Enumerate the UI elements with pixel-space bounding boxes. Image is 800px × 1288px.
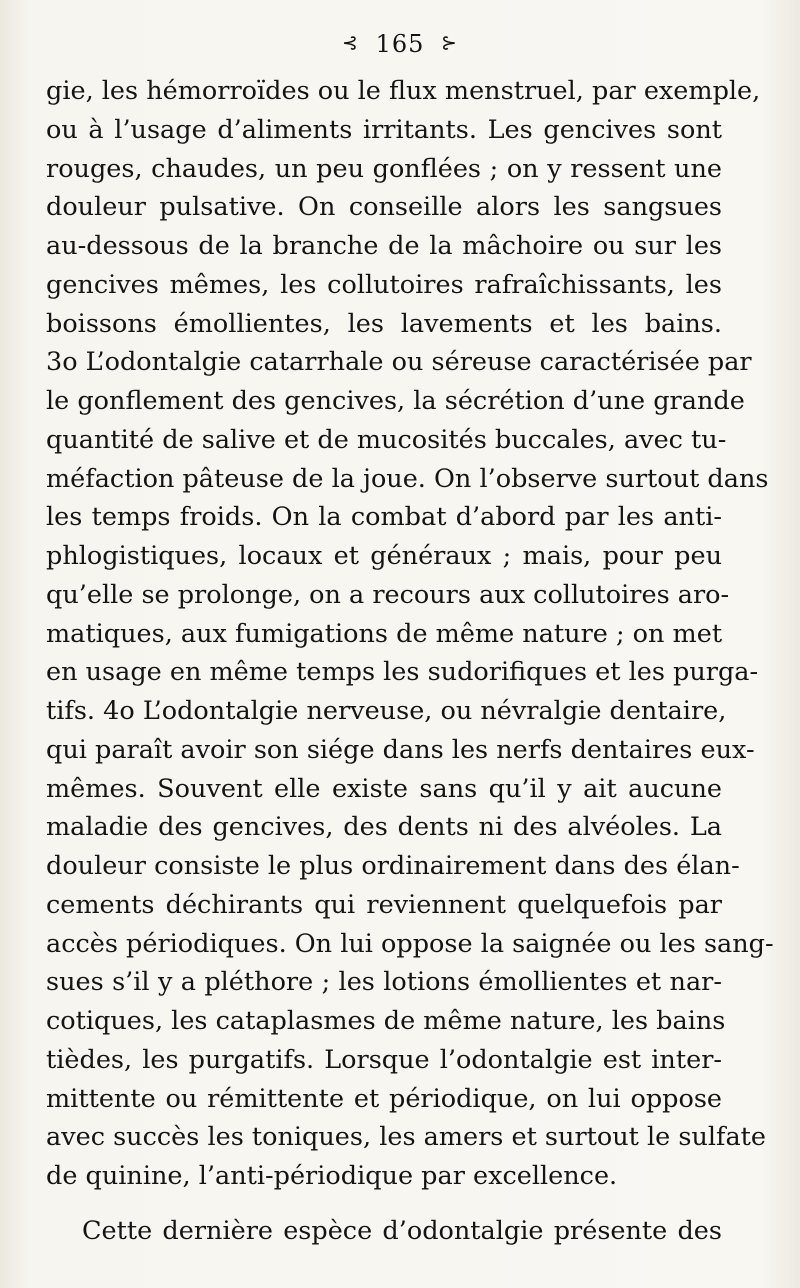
paragraph-gap bbox=[46, 1196, 722, 1212]
text-line: maladie des gencives, des dents ni des alvéoles. La bbox=[46, 812, 722, 843]
text-line: de quinine, l’anti-périodique par excellence. bbox=[46, 1161, 618, 1191]
text-line: accès périodiques. On lui oppose la saignée ou les sang- bbox=[46, 928, 774, 959]
text-line: ou à l’usage d’aliments irritants. Les gencives sont bbox=[46, 114, 722, 145]
text-line: les temps froids. On la combat d’abord par les anti- bbox=[46, 502, 722, 533]
text-line: le gonflement des gencives, la sécrétion d’une grande bbox=[46, 386, 745, 416]
page-number: 165 bbox=[375, 29, 425, 58]
text-line: tifs. 4o L’odontalgie nerveuse, ou névralgie dentaire, bbox=[46, 696, 727, 726]
text-line: gencives mêmes, les collutoires rafraîchissants, les bbox=[46, 269, 722, 300]
text-line: mittente ou rémittente et périodique, on lui oppose bbox=[46, 1083, 722, 1114]
ornament-left-icon: ⊰ bbox=[342, 31, 359, 54]
text-line: quantité de salive et de mucosités buccales, avec tu- bbox=[46, 424, 727, 455]
page-header bbox=[0, 28, 800, 58]
ornament-right-icon: ⊱ bbox=[441, 31, 458, 54]
text-line: boissons émollientes, les lavements et les bains. bbox=[46, 308, 722, 339]
body-text bbox=[46, 72, 774, 1251]
text-line: au-dessous de la branche de la mâchoire ou sur les bbox=[46, 231, 722, 261]
text-line: en usage en même temps les sudorifiques et les purga- bbox=[46, 657, 759, 688]
text-line: sues s’il y a pléthore ; les lotions émollientes et nar- bbox=[46, 967, 722, 998]
text-line: méfaction pâteuse de la joue. On l’observe surtout dans bbox=[46, 463, 769, 494]
text-line: gie, les hémorroïdes ou le flux menstruel, par exemple, bbox=[46, 76, 761, 106]
text-line: qu’elle se prolonge, on a recours aux collutoires aro- bbox=[46, 579, 730, 610]
text-line: tièdes, les purgatifs. Lorsque l’odontalgie est inter- bbox=[46, 1044, 722, 1075]
text-line: 3o L’odontalgie catarrhale ou séreuse caractérisée par bbox=[46, 347, 752, 378]
text-line: douleur pulsative. On conseille alors les sangsues bbox=[46, 192, 722, 223]
text-line: cements déchirants qui reviennent quelquefois par bbox=[46, 889, 722, 920]
text-line: Cette dernière espèce d’odontalgie présente des bbox=[82, 1215, 722, 1246]
text-line: mêmes. Souvent elle existe sans qu’il y ait aucune bbox=[46, 773, 722, 804]
text-line: avec succès les toniques, les amers et surtout le sulfate bbox=[46, 1122, 767, 1153]
text-line: matiques, aux fumigations de même nature ; on met bbox=[46, 618, 723, 649]
text-line: rouges, chaudes, un peu gonflées ; on y ressent une bbox=[46, 153, 722, 184]
text-line: douleur consiste le plus ordinairement dans des élan- bbox=[46, 851, 740, 881]
text-line: cotiques, les cataplasmes de même nature, les bains bbox=[46, 1006, 726, 1036]
text-line: qui paraît avoir son siége dans les nerfs dentaires eux- bbox=[46, 734, 755, 765]
text-line: phlogistiques, locaux et généraux ; mais, pour peu bbox=[46, 541, 722, 571]
